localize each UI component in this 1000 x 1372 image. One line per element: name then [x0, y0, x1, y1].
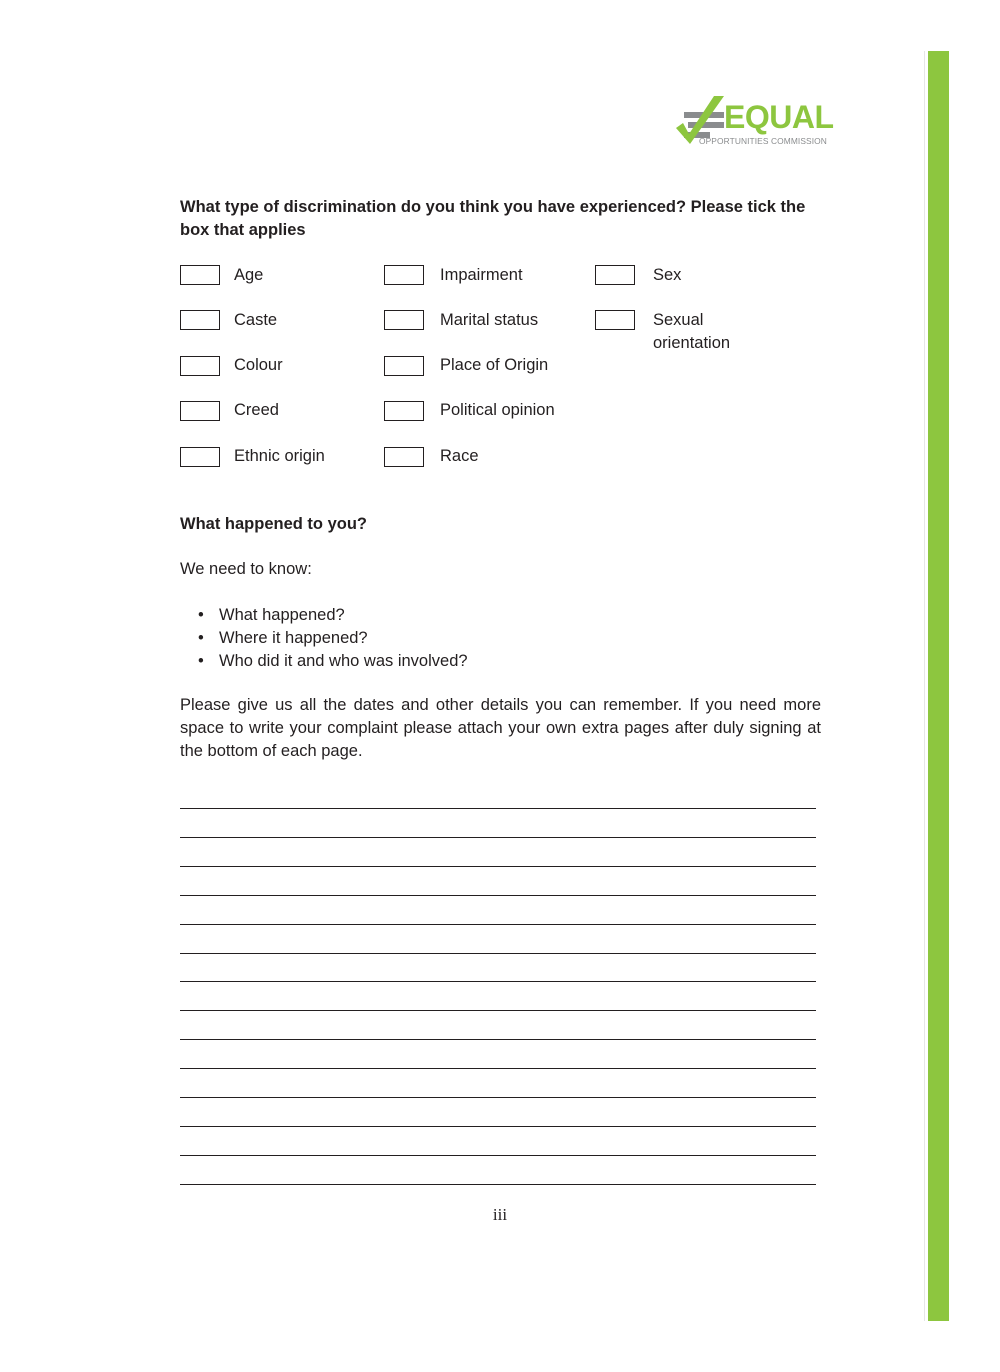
- checkbox-political-opinion[interactable]: [384, 401, 424, 421]
- writing-line[interactable]: [180, 981, 816, 982]
- checkbox-marital-status[interactable]: [384, 310, 424, 330]
- checkbox-age[interactable]: [180, 265, 220, 285]
- section-heading: What happened to you?: [180, 515, 367, 533]
- writing-line[interactable]: [180, 895, 816, 896]
- checkbox-colour[interactable]: [180, 356, 220, 376]
- checkbox-label-marital-status: Marital status: [440, 311, 539, 329]
- checkbox-label-sex: Sex: [653, 266, 682, 284]
- discrimination-question: What type of discrimination do you think you have experienced? Please tick the box that applies: [180, 198, 806, 239]
- bullet-icon: •: [198, 606, 204, 624]
- list-item-text: What happened?: [219, 606, 345, 624]
- list-item: [198, 604, 468, 627]
- checkbox-label-political-opinion: Political opinion: [440, 401, 555, 419]
- logo-wordmark: EQUAL: [724, 99, 834, 135]
- checkbox-label-ethnic-origin: Ethnic origin: [234, 447, 325, 465]
- list-item-text: Who did it and who was involved?: [219, 652, 468, 670]
- side-accent-bar: [928, 51, 949, 1321]
- writing-line[interactable]: [180, 953, 816, 954]
- checkbox-race[interactable]: [384, 447, 424, 467]
- checkbox-ethnic-origin[interactable]: [180, 447, 220, 467]
- writing-line[interactable]: [180, 808, 816, 809]
- checkbox-label-place-of-origin: Place of Origin: [440, 356, 549, 374]
- checkbox-sexual-orientation[interactable]: [595, 310, 635, 330]
- checkbox-label-colour: Colour: [234, 356, 283, 374]
- writing-line[interactable]: [180, 1155, 816, 1156]
- list-item: [198, 627, 468, 650]
- checkbox-label-caste: Caste: [234, 311, 278, 329]
- writing-line[interactable]: [180, 924, 816, 925]
- writing-line[interactable]: [180, 1010, 816, 1011]
- checkbox-creed[interactable]: [180, 401, 220, 421]
- details-instructions: Please give us all the dates and other details you can remember. If you need more space to write your complaint please attach your own extra pages after duly signing at the bottom of each page.: [180, 696, 821, 760]
- list-item: [198, 650, 468, 673]
- writing-line[interactable]: [180, 837, 816, 838]
- list-item-text: Where it happened?: [219, 629, 368, 647]
- checkbox-label-race: Race: [440, 447, 479, 465]
- checkbox-sex[interactable]: [595, 265, 635, 285]
- checkbox-impairment[interactable]: [384, 265, 424, 285]
- intro-text: We need to know:: [180, 560, 312, 578]
- checkbox-caste[interactable]: [180, 310, 220, 330]
- writing-line[interactable]: [180, 1184, 816, 1185]
- page-edge-line: [924, 51, 925, 1321]
- checkbox-place-of-origin[interactable]: [384, 356, 424, 376]
- page-number: iii: [492, 1205, 508, 1224]
- bullet-list: [198, 604, 468, 673]
- equal-opportunities-logo: [674, 92, 844, 152]
- writing-line[interactable]: [180, 1097, 816, 1098]
- writing-line[interactable]: [180, 1068, 816, 1069]
- checkbox-label-sexual-orientation: Sexual orientation: [653, 311, 731, 352]
- checkbox-label-age: Age: [234, 266, 264, 284]
- checkbox-label-creed: Creed: [234, 401, 279, 419]
- logo-subtitle: OPPORTUNITIES COMMISSION: [699, 136, 827, 146]
- bullet-icon: •: [198, 629, 204, 647]
- writing-line[interactable]: [180, 1126, 816, 1127]
- writing-line[interactable]: [180, 1039, 816, 1040]
- writing-line[interactable]: [180, 866, 816, 867]
- checkbox-label-impairment: Impairment: [440, 266, 523, 284]
- bullet-icon: •: [198, 652, 204, 670]
